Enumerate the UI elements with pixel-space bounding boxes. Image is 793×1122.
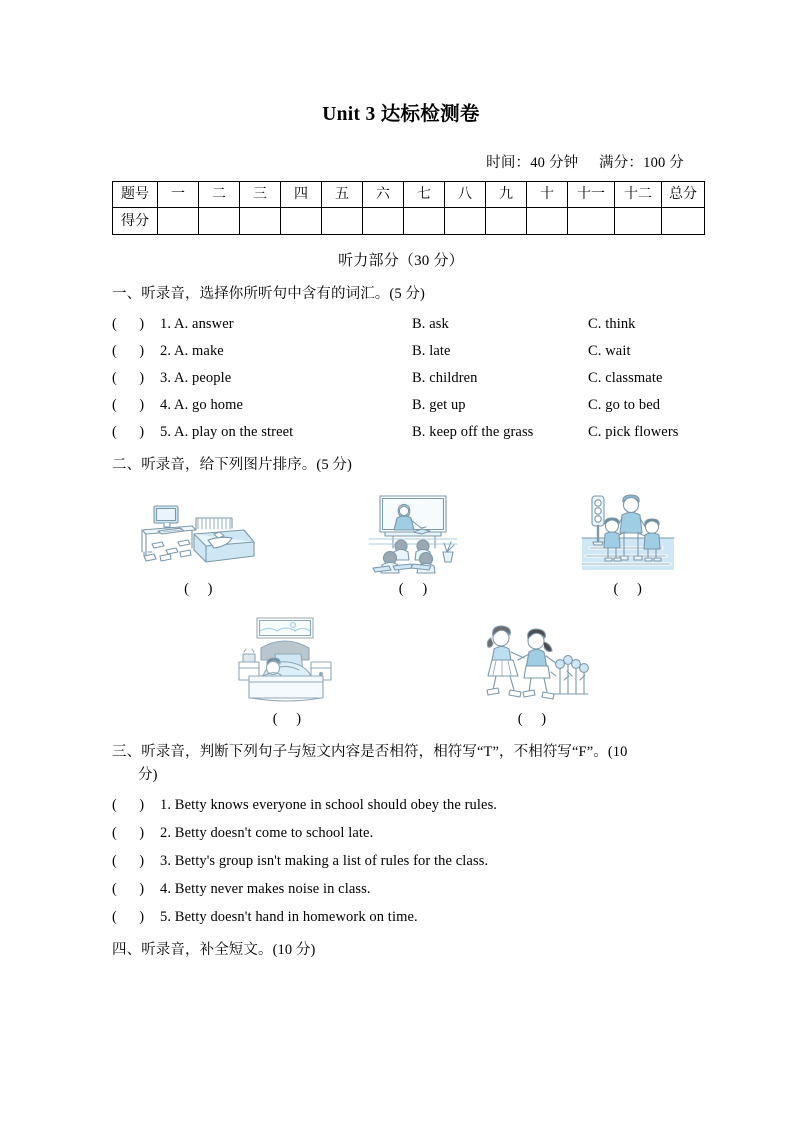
section-1-heading: 一、听录音，选择你所听句中含有的词汇。(5 分) [112,286,425,303]
question-number: 5. [160,423,172,440]
score-table-col-10: 十 [527,182,568,208]
score-table-col-8: 八 [445,182,486,208]
picture-cell [136,488,261,598]
option-c[interactable]: C. think [588,315,636,332]
answer-bracket[interactable]: ( ) [112,396,145,413]
true-false-row [112,825,690,842]
option-a-text: A. people [174,369,232,386]
section-4-heading: 四、听录音，补全短文。(10 分) [112,942,316,959]
true-false-row [112,881,690,898]
street-crossing-illustration [565,488,690,574]
page-content [112,0,697,962]
answer-bracket[interactable]: ( ) [112,423,145,440]
option-a-text: A. answer [174,315,234,332]
answer-bracket[interactable]: ( ) [112,881,145,898]
score-cell-4[interactable] [281,208,322,235]
answer-bracket[interactable]: ( ) [112,797,145,814]
picture-answer-bracket[interactable]: ( ) [517,711,547,728]
picture-answer-bracket[interactable]: ( ) [272,711,302,728]
score-table-col-1: 一 [158,182,199,208]
question-number: 1. [160,315,172,332]
section-2-heading: 二、听录音，给下列图片排序。(5 分) [112,456,352,473]
question-row [112,316,690,333]
picture-cell [351,488,476,598]
true-false-statement: 3. Betty's group isn't making a list of rules for the class. [160,853,489,870]
score-table-col-3: 三 [240,182,281,208]
option-b[interactable]: B. keep off the grass [412,423,534,440]
score-table-col-4: 四 [281,182,322,208]
option-c[interactable]: C. classmate [588,369,663,386]
score-cell-12[interactable] [615,208,662,235]
true-false-statement: 4. Betty never makes noise in class. [160,881,371,898]
option-b[interactable]: B. ask [412,315,449,332]
classroom-illustration [351,488,476,574]
listening-part-heading: 听力部分（30 分） [338,253,464,270]
question-row [112,370,690,387]
question-row [112,343,690,360]
score-cell-10[interactable] [527,208,568,235]
score-table-col-total: 总分 [662,182,705,208]
option-a[interactable] [160,370,412,387]
option-a[interactable] [160,397,412,414]
option-a-text: A. make [174,342,224,359]
score-cell-2[interactable] [199,208,240,235]
score-table-row-label-score: 得分 [113,208,158,235]
score-table-score-row [113,208,705,235]
picture-cell [467,618,597,728]
picture-answer-bracket[interactable]: ( ) [184,581,213,598]
score-table-col-9: 九 [486,182,527,208]
page-title: Unit 3 达标检测卷 [322,104,480,125]
option-a-text: A. play on the street [174,423,294,440]
option-a[interactable] [160,343,412,360]
option-c[interactable]: C. wait [588,342,631,359]
question-number: 2. [160,342,172,359]
answer-bracket[interactable]: ( ) [112,369,145,386]
question-row [112,424,690,441]
picture-row-bottom [112,618,690,728]
section-3-heading [112,741,690,786]
messy-bedroom-illustration [136,488,261,574]
score-table-row-label-question-number: 题号 [113,182,158,208]
picture-answer-bracket[interactable]: ( ) [613,581,642,598]
answer-bracket[interactable]: ( ) [112,825,145,842]
score-cell-9[interactable] [486,208,527,235]
option-c[interactable]: C. go to bed [588,396,661,413]
option-b[interactable]: B. get up [412,396,466,413]
section-3-heading-line2: 分) [138,766,158,783]
score-cell-5[interactable] [322,208,363,235]
section-3-heading-line1: 三、听录音，判断下列句子与短文内容是否相符，相符写“T”，不相符写“F”。(10 [112,744,628,761]
true-false-row [112,853,690,870]
score-cell-7[interactable] [404,208,445,235]
score-table-col-2: 二 [199,182,240,208]
question-number: 3. [160,369,172,386]
picture-cell [222,618,352,728]
exam-meta-line [112,151,690,172]
answer-bracket[interactable]: ( ) [112,853,145,870]
option-c[interactable]: C. pick flowers [588,423,679,440]
score-table-col-5: 五 [322,182,363,208]
score-table-col-12: 十二 [615,182,662,208]
score-table-col-7: 七 [404,182,445,208]
score-cell-11[interactable] [568,208,615,235]
score-table-header-row [113,182,705,208]
score-cell-6[interactable] [363,208,404,235]
score-cell-total[interactable] [662,208,705,235]
sleeping-in-bed-illustration [222,618,352,704]
true-false-row [112,909,690,926]
option-b[interactable]: B. children [412,369,478,386]
picture-row-top [112,488,690,598]
score-cell-8[interactable] [445,208,486,235]
question-row [112,397,690,414]
picking-flowers-illustration [467,618,597,704]
answer-bracket[interactable]: ( ) [112,342,145,359]
option-b[interactable]: B. late [412,342,451,359]
option-a[interactable] [160,316,412,333]
true-false-statement: 2. Betty doesn't come to school late. [160,825,374,842]
exam-full-score-label: 满分：100 分 [599,155,684,172]
option-a-text: A. go home [174,396,244,413]
true-false-statement: 1. Betty knows everyone in school should obey the rules. [160,797,498,814]
question-number: 4. [160,396,172,413]
score-cell-1[interactable] [158,208,199,235]
true-false-row [112,797,690,814]
score-table-col-6: 六 [363,182,404,208]
true-false-statement: 5. Betty doesn't hand in homework on time. [160,909,418,926]
answer-bracket[interactable]: ( ) [112,909,145,926]
score-table [112,181,705,235]
score-table-col-11: 十一 [568,182,615,208]
exam-time-label: 时间：40 分钟 [486,155,579,172]
option-a[interactable] [160,424,412,441]
picture-answer-bracket[interactable]: ( ) [398,581,428,598]
score-cell-3[interactable] [240,208,281,235]
picture-cell [565,488,690,598]
answer-bracket[interactable]: ( ) [112,315,145,332]
